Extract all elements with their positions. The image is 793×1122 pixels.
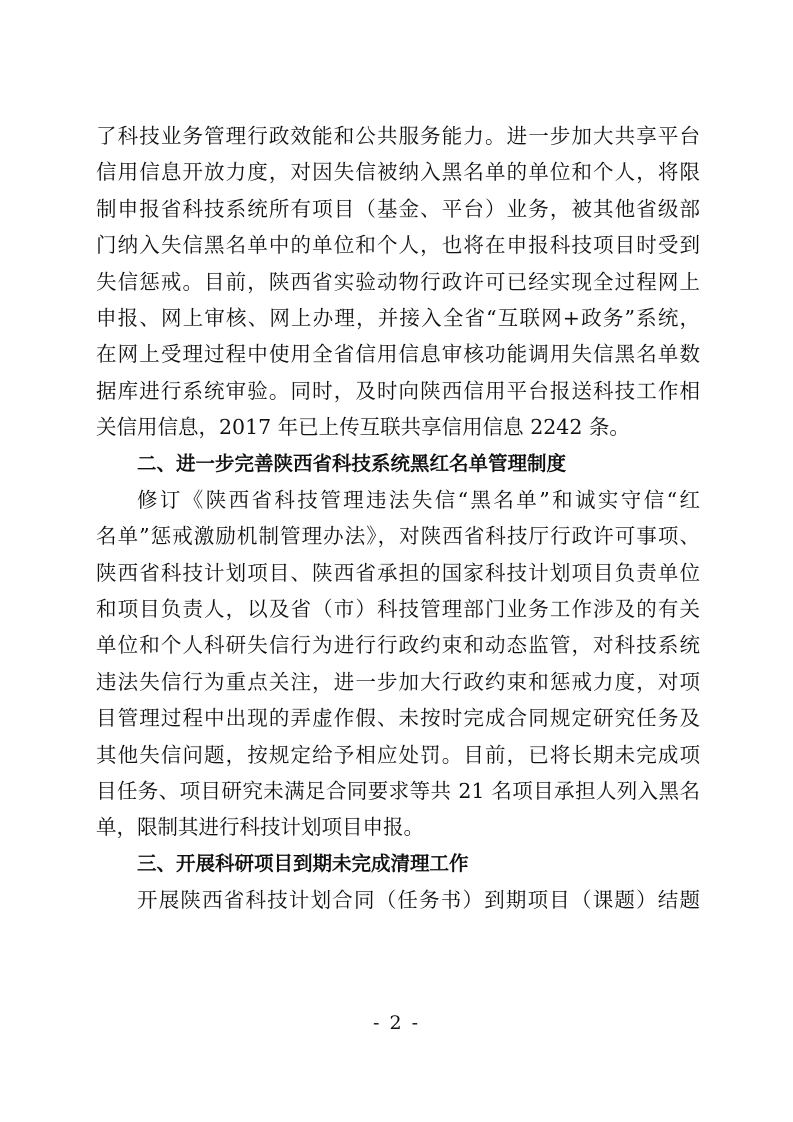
body-line-22: 开展陕西省科技计划合同（任务书）到期项目（课题）结题: [137, 888, 700, 913]
body-line-8: 据库进行系统审验。同时，及时向陕西信用平台报送科技工作相: [96, 378, 700, 403]
body-line-2: 信用信息开放力度，对因失信被纳入黑名单的单位和个人，将限: [96, 160, 700, 185]
body-line-14: 和项目负责人，以及省（市）科技管理部门业务工作涉及的有关: [96, 597, 700, 622]
body-line-6: 申报、网上审核、网上办理，并接入全省“互联网+政务”系统，: [96, 305, 700, 330]
body-line-4: 门纳入失信黑名单中的单位和个人，也将在申报科技项目时受到: [96, 233, 700, 258]
body-line-7: 在网上受理过程中使用全省信用信息审核功能调用失信黑名单数: [96, 342, 700, 367]
body-line-17: 目管理过程中出现的弄虚作假、未按时完成合同规定研究任务及: [96, 706, 700, 731]
body-line-13: 陕西省科技计划项目、陕西省承担的国家科技计划项目负责单位: [96, 560, 700, 585]
body-line-1: 了科技业务管理行政效能和公共服务能力。进一步加大共享平台: [96, 124, 700, 148]
body-line-20: 单，限制其进行科技计划项目申报。: [96, 815, 424, 840]
body-line-19: 目任务、项目研究未满足合同要求等共 21 名项目承担人列入黑名: [96, 779, 700, 804]
section-heading-3: 三、开展科研项目到期未完成清理工作: [137, 851, 469, 875]
section-heading-2: 二、进一步完善陕西省科技系统黑红名单管理制度: [137, 451, 567, 475]
body-line-18: 其他失信问题，按规定给予相应处罚。目前，已将长期未完成项: [96, 742, 700, 767]
body-line-16: 违法失信行为重点关注，进一步加大行政约束和惩戒力度，对项: [96, 669, 700, 694]
document-body: [96, 118, 700, 919]
body-line-9: 关信用信息，2017 年已上传互联共享信用信息 2242 条。: [96, 415, 630, 440]
body-line-11: 修订《陕西省科技管理违法失信“黑名单”和诚实守信“红: [137, 487, 700, 512]
body-line-12: 名单”惩戒激励机制管理办法》，对陕西省科技厅行政许可事项、: [96, 524, 700, 549]
body-line-5: 失信惩戒。目前，陕西省实验动物行政许可已经实现全过程网上: [96, 269, 700, 294]
page-number: - 2 -: [372, 1012, 420, 1034]
body-line-3: 制申报省科技系统所有项目（基金、平台）业务，被其他省级部: [96, 196, 700, 221]
body-line-15: 单位和个人科研失信行为进行行政约束和动态监管，对科技系统: [96, 633, 700, 658]
